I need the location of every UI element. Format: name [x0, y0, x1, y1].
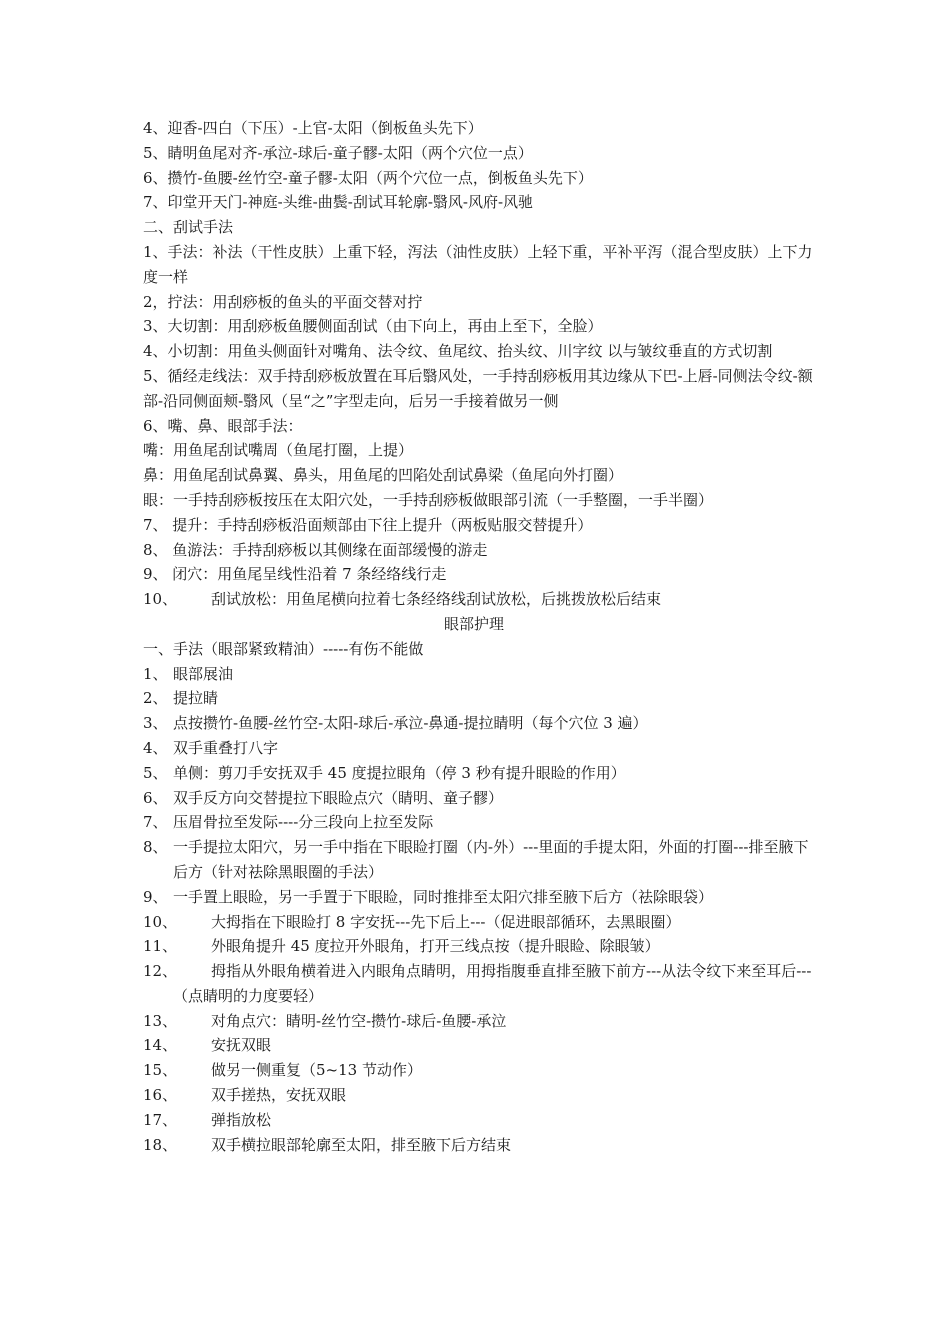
- technique-nose: 鼻：用鱼尾刮试鼻翼、鼻头，用鱼尾的凹陷处刮试鼻梁（鱼尾向外打圈）: [143, 466, 624, 485]
- step-number: 18、: [143, 1135, 178, 1154]
- section-heading-technique: 二、刮试手法: [143, 218, 234, 237]
- step-text: 点按攒竹-鱼腰-丝竹空-太阳-球后-承泣-鼻通-提拉睛明（每个穴位 3 遍）: [173, 714, 648, 733]
- step-text: 大拇指在下眼睑打 8 字安抚---先下后上---（促进眼部循环，去黑眼圈）: [211, 912, 681, 931]
- step-number: 12、: [143, 962, 178, 981]
- eye-step-8: [143, 835, 815, 885]
- technique-item-3: 3、大切割：用刮痧板鱼腰侧面刮试（由下向上，再由上至下，全脸）: [143, 317, 603, 336]
- step-number: 9、: [143, 887, 168, 906]
- step-text: 单侧：剪刀手安抚双手 45 度提拉眼角（停 3 秒有提升眼睑的作用）: [173, 763, 626, 782]
- eye-step-9: [143, 885, 815, 910]
- step-text: 提拉睛: [173, 689, 219, 708]
- step-number: 16、: [143, 1086, 178, 1105]
- technique-item-9: 9、 闭穴：用鱼尾呈线性沿着 7 条经络线行走: [143, 565, 447, 584]
- step-text: 双手重叠打八字: [173, 738, 279, 757]
- facial-step-6: 6、攒竹-鱼腰-丝竹空-童子髎-太阳（两个穴位一点，倒板鱼头先下）: [143, 168, 593, 187]
- step-number: 5、: [143, 763, 168, 782]
- step-number: 2、: [143, 689, 168, 708]
- step-text: 双手横拉眼部轮廓至太阳，排至腋下后方结束: [211, 1135, 512, 1154]
- step-text: 一手提拉太阳穴，另一手中指在下眼睑打圈（内-外）---里面的手提太阳，外面的打圈---排至腋下后方（针对祛除黑眼圈的手法）: [173, 838, 809, 881]
- technique-item-2: 2，拧法：用刮痧板的鱼头的平面交替对拧: [143, 292, 423, 311]
- step-text: 安抚双眼: [211, 1036, 272, 1055]
- technique-mouth: 嘴：用鱼尾刮试嘴周（鱼尾打圈，上提）: [143, 441, 414, 460]
- step-number: 15、: [143, 1061, 178, 1080]
- technique-item-4: 4、小切割：用鱼头侧面针对嘴角、法令纹、鱼尾纹、抬头纹、川字纹 以与皱纹垂直的方式切割: [143, 342, 773, 361]
- eye-step-1: [143, 662, 815, 687]
- eye-step-14: [143, 1033, 815, 1058]
- technique-item-8: 8、 鱼游法：手持刮痧板以其侧缘在面部缓慢的游走: [143, 540, 488, 559]
- step-number: 4、: [143, 738, 168, 757]
- eye-step-11: [143, 934, 815, 959]
- step-number: 1、: [143, 664, 168, 683]
- eye-step-17: [143, 1108, 815, 1133]
- step-text: 一手置上眼睑，另一手置于下眼睑，同时推排至太阳穴排至腋下后方（祛除眼袋）: [173, 887, 714, 906]
- step-text: 压眉骨拉至发际----分三段向上拉至发际: [173, 813, 434, 832]
- eye-step-7: [143, 810, 815, 835]
- item-number: 10、: [143, 590, 178, 609]
- eye-step-5: [143, 761, 815, 786]
- step-text: 做另一侧重复（5~13 节动作）: [211, 1061, 422, 1080]
- step-number: 3、: [143, 714, 168, 733]
- step-text: 对角点穴：睛明-丝竹空-攒竹-球后-鱼腰-承泣: [211, 1011, 507, 1030]
- eye-step-18: [143, 1133, 815, 1158]
- eye-step-15: [143, 1058, 815, 1083]
- step-text: 眼部展油: [173, 664, 234, 683]
- step-number: 7、: [143, 813, 168, 832]
- step-number: 6、: [143, 788, 168, 807]
- technique-item-10: [143, 587, 815, 612]
- technique-eye: 眼：一手持刮痧板按压在太阳穴处，一手持刮痧板做眼部引流（一手整圈，一手半圈）: [143, 490, 714, 509]
- technique-item-6: 6、嘴、鼻、眼部手法：: [143, 416, 303, 435]
- step-number: 17、: [143, 1110, 178, 1129]
- step-text: 外眼角提升 45 度拉开外眼角，打开三线点按（提升眼睑、除眼皱）: [211, 937, 660, 956]
- document-page: [143, 116, 815, 1157]
- technique-item-5: 5、循经走线法：双手持刮痧板放置在耳后翳风处，一手持刮痧板用其边缘从下巴-上唇-同侧法令纹-额部-沿同侧面颊-翳风（呈“之”字型走向，后另一手接着做另一侧: [143, 366, 813, 410]
- step-text: 拇指从外眼角横着进入内眼角点睛明，用拇指腹垂直排至腋下前方---从法令纹下来至耳后---（点睛明的力度要轻）: [173, 962, 812, 1005]
- facial-step-4: 4、迎香-四白（下压）-上官-太阳（倒板鱼头先下）: [143, 119, 483, 137]
- eye-step-12: [143, 959, 815, 1009]
- eye-step-6: [143, 786, 815, 811]
- eye-step-4: [143, 736, 815, 761]
- eye-care-subtitle: 一、手法（眼部紧致精油）-----有伤不能做: [143, 639, 424, 658]
- eye-step-2: [143, 686, 815, 711]
- technique-item-7: 7、 提升：手持刮痧板沿面颊部由下往上提升（两板贴服交替提升）: [143, 515, 593, 534]
- step-text: 双手反方向交替提拉下眼睑点穴（睛明、童子髎）: [173, 788, 504, 807]
- facial-step-5: 5、睛明鱼尾对齐-承泣-球后-童子髎-太阳（两个穴位一点）: [143, 143, 533, 162]
- eye-care-title: 眼部护理: [443, 614, 504, 633]
- technique-item-1: 1、手法：补法（干性皮肤）上重下轻，泻法（油性皮肤）上轻下重，平补平泻（混合型皮肤）上下力度一样: [143, 242, 813, 286]
- step-number: 14、: [143, 1036, 178, 1055]
- step-number: 11、: [143, 937, 178, 956]
- step-number: 10、: [143, 912, 178, 931]
- step-text: 弹指放松: [211, 1110, 272, 1129]
- facial-step-7: 7、印堂开天门-神庭-头维-曲鬓-刮试耳轮廓-翳风-风府-风驰: [143, 193, 534, 212]
- step-number: 8、: [143, 838, 168, 857]
- eye-step-13: [143, 1009, 815, 1034]
- eye-step-16: [143, 1083, 815, 1108]
- eye-step-3: [143, 711, 815, 736]
- item-text: 刮试放松：用鱼尾横向拉着七条经络线刮试放松，后挑拨放松后结束: [211, 590, 662, 609]
- eye-step-10: [143, 910, 815, 935]
- step-number: 13、: [143, 1011, 178, 1030]
- step-text: 双手搓热，安抚双眼: [211, 1086, 347, 1105]
